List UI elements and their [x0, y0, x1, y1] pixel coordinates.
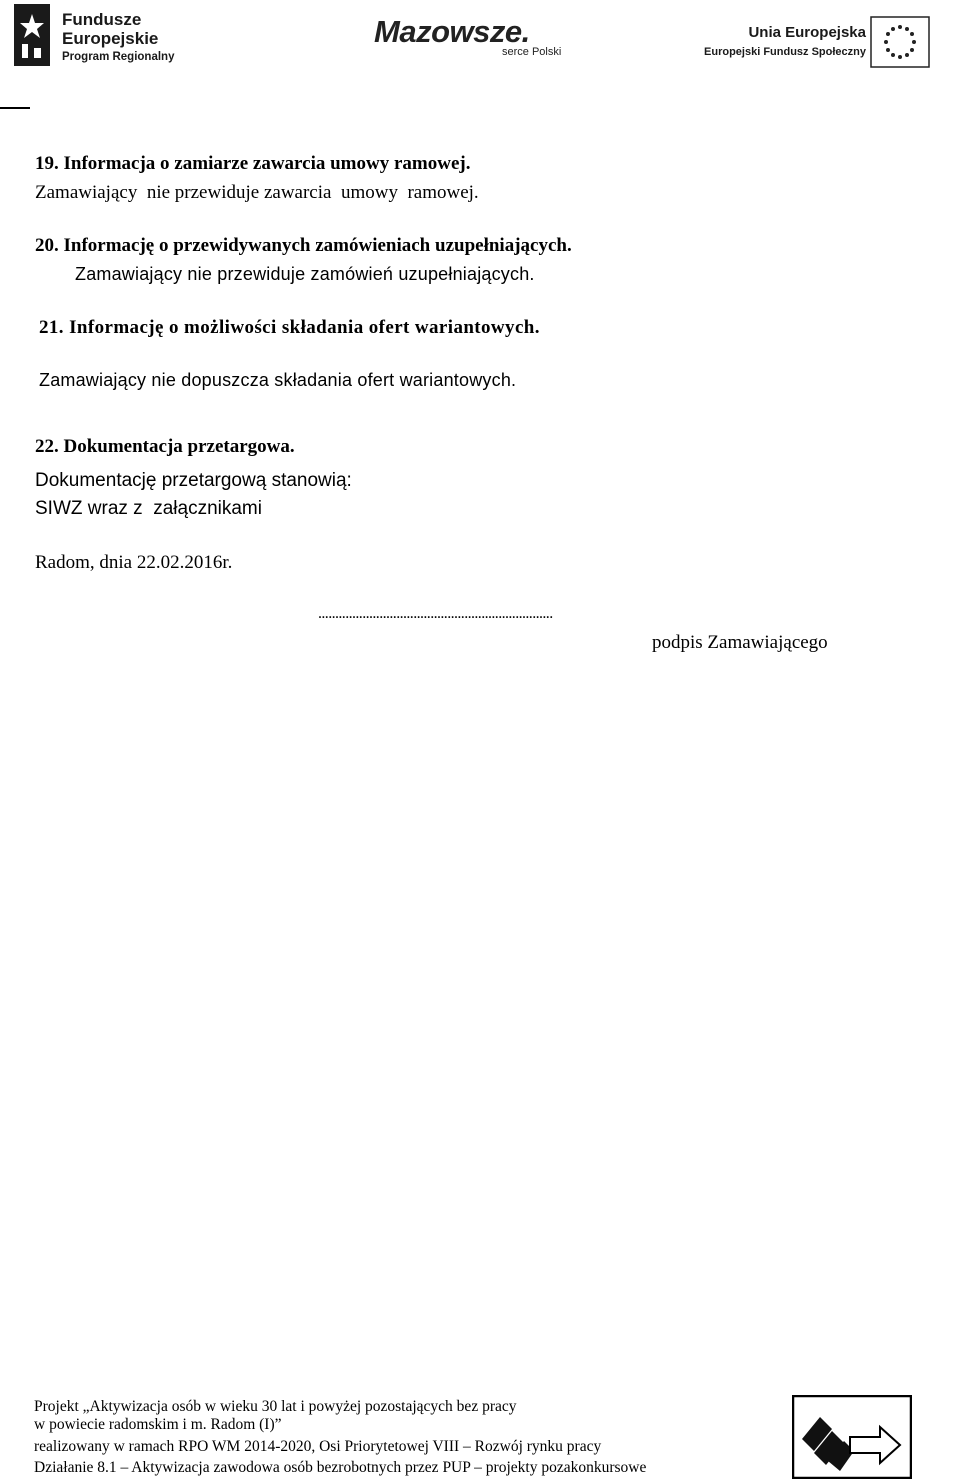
fe-logo-line2: Europejskie — [62, 29, 159, 48]
fe-logo-line3: Program Regionalny — [62, 51, 175, 63]
section-21-text: Zamawiający nie dopuszcza składania ofert wariantowych. — [39, 370, 517, 390]
fe-logo-line1: Fundusze — [62, 10, 142, 29]
signature-dots: ..................................................................... — [318, 605, 553, 622]
footer-line1: Projekt „Aktywizacja osób w wieku 30 lat i powyżej pozostających bez pracy — [34, 1398, 517, 1415]
project-emblem-icon — [792, 1395, 912, 1479]
place-date: Radom, dnia 22.02.2016r. — [35, 552, 233, 573]
eu-logo — [704, 16, 948, 68]
section-22-line2: SIWZ wraz z załącznikami — [35, 498, 262, 519]
mazowsze-tagline: serce Polski — [502, 46, 562, 58]
eu-flag-icon — [870, 16, 930, 68]
footer-line4: Działanie 8.1 – Aktywizacja zawodowa osób bezrobotnych przez PUP – projekty pozakonkursowe — [34, 1459, 647, 1476]
section-21-heading: 21. Informację o możliwości składania ofert wariantowych. — [39, 317, 540, 338]
section-19-heading: 19. Informacja o zamiarze zawarcia umowy ramowej. — [35, 153, 471, 174]
fundusze-europejskie-logo — [14, 4, 184, 68]
signature-label: podpis Zamawiającego — [652, 632, 828, 653]
eu-logo-line1: Unia Europejska — [748, 24, 866, 41]
eu-logo-line2: Europejski Fundusz Społeczny — [704, 46, 866, 58]
header-rule — [0, 107, 30, 109]
mazowsze-logo — [374, 14, 574, 64]
section-19-text: Zamawiający nie przewiduje zawarcia umowy ramowej. — [35, 182, 479, 203]
footer-line3: realizowany w ramach RPO WM 2014-2020, Osi Priorytetowej VIII – Rozwój rynku pracy — [34, 1438, 602, 1455]
section-22-heading: 22. Dokumentacja przetargowa. — [35, 436, 295, 457]
fe-star-emblem-icon — [14, 4, 50, 66]
section-22-line1: Dokumentację przetargową stanowią: — [35, 470, 352, 491]
mazowsze-wordmark: Mazowsze. — [374, 14, 530, 49]
section-20-heading: 20. Informację o przewidywanych zamówieniach uzupełniających. — [35, 235, 572, 256]
section-20-text: Zamawiający nie przewiduje zamówień uzupełniających. — [75, 264, 535, 284]
footer-line2: w powiecie radomskim i m. Radom (I)” — [34, 1416, 282, 1433]
